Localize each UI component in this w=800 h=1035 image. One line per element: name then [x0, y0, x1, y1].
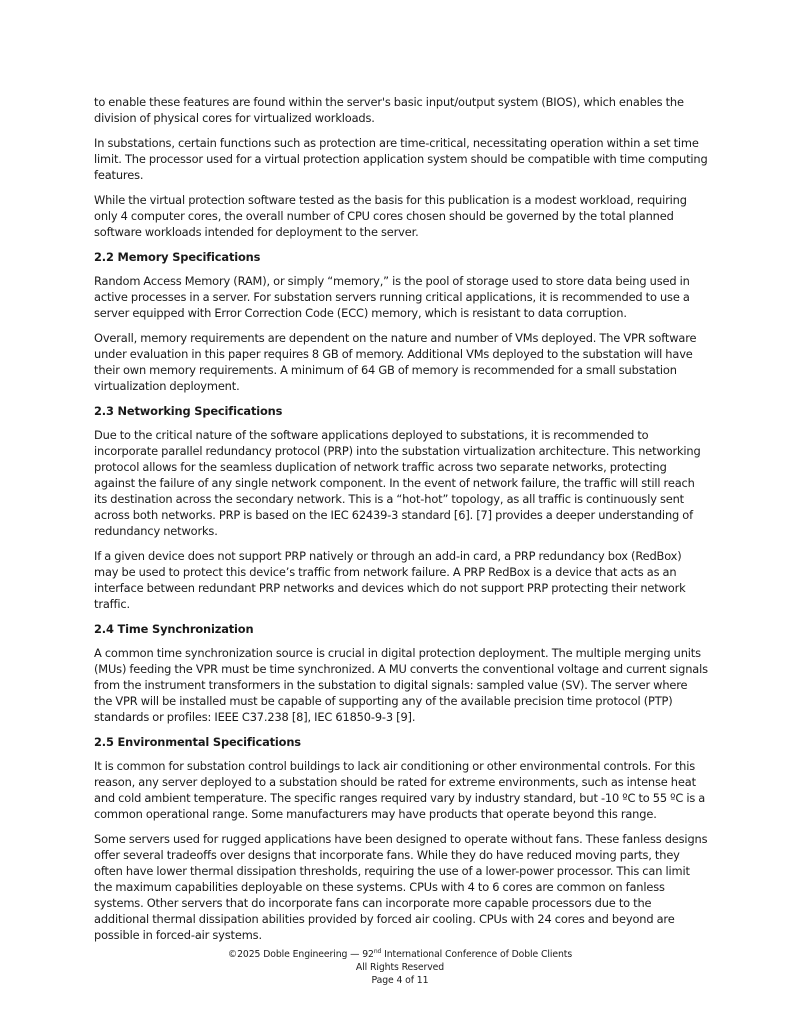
document-body — [94, 94, 708, 952]
memory-paragraph-1: Random Access Memory (RAM), or simply “memory,” is the pool of storage used to store data being used in active processes in a server. For substation servers running critical applications, it is recommended to use a server equipped with Error Correction Code (ECC) memory, which is resistant to data corruption. — [94, 274, 690, 320]
environmental-paragraph-2: Some servers used for rugged applications have been designed to operate without fans. These fanless designs offer several tradeoffs over designs that incorporate fans. While they do have reduced moving parts, they often have lower thermal dissipation thresholds, requiring the use of a lower-power processor. This can limit the maximum capabilities deployable on these systems. CPUs with 4 to 6 cores are common on fanless systems. Other servers that do incorporate fans can incorporate more capable processors due to the additional thermal dissipation abilities provided by forced air cooling. CPUs with 24 cores and beyond are possible in forced-air systems. — [94, 832, 708, 942]
networking-paragraph-1: Due to the critical nature of the software applications deployed to substations, it is recommended to incorporate parallel redundancy protocol (PRP) into the substation virtualization architecture. This networking protocol allows for the seamless duplication of network traffic across two separate networks, protecting against the failure of any single network component. In the event of network failure, the traffic will still reach its destination across the secondary network. This is a “hot-hot” topology, as all traffic is continuously sent across both networks. PRP is based on the IEC 62439-3 standard [6]. [7] provides a deeper understanding of redundancy networks. — [94, 428, 701, 538]
page-footer — [0, 948, 800, 987]
footer-page-number: Page 4 of 11 — [371, 975, 429, 986]
environmental-paragraph-1: It is common for substation control buildings to lack air conditioning or other environmental controls. For this reason, any server deployed to a substation should be rated for extreme environments, such as intense heat and cold ambient temperature. The specific ranges required vary by industry standard, but -10 ºC to 55 ºC is a common operational range. Some manufacturers may have products that operate beyond this range. — [94, 759, 706, 821]
footer-copyright — [0, 948, 800, 961]
section-heading-networking: 2.3 Networking Specifications — [94, 404, 283, 418]
footer-copyright-suffix: International Conference of Doble Clients — [381, 949, 573, 960]
footer-rights: All Rights Reserved — [355, 962, 445, 973]
networking-paragraph-2: If a given device does not support PRP natively or through an add-in card, a PRP redundancy box (RedBox) may be used to protect this device’s traffic from network failure. A PRP RedBox is a device that acts as an interface between redundant PRP networks and devices which do not support PRP protecting their network traffic. — [94, 549, 686, 611]
intro-paragraph-2: In substations, certain functions such as protection are time-critical, necessitating operation within a set time limit. The processor used for a virtual protection application system should be compatible with time computing features. — [94, 136, 708, 182]
memory-paragraph-2: Overall, memory requirements are dependent on the nature and number of VMs deployed. The VPR software under evaluation in this paper requires 8 GB of memory. Additional VMs deployed to the substation will have their own memory requirements. A minimum of 64 GB of memory is recommended for a small substation virtualization deployment. — [94, 331, 697, 393]
footer-copyright-prefix: ©2025 Doble Engineering — 92 — [227, 949, 374, 960]
time-sync-paragraph-1: A common time synchronization source is crucial in digital protection deployment. The multiple merging units (MUs) feeding the VPR must be time synchronized. A MU converts the conventional voltage and current signals from the instrument transformers in the substation to digital signals: sampled value (SV). The server where the VPR will be installed must be capable of supporting any of the available precision time protocol (PTP) standards or profiles: IEEE C37.238 [8], IEC 61850-9-3 [9]. — [94, 646, 708, 724]
section-heading-time-sync: 2.4 Time Synchronization — [94, 622, 254, 636]
intro-paragraph-1: to enable these features are found within the server's basic input/output system (BIOS), which enables the division of physical cores for virtualized workloads. — [94, 95, 684, 125]
section-heading-environmental: 2.5 Environmental Specifications — [94, 735, 301, 749]
footer-copyright-ordinal: nd — [373, 947, 382, 955]
intro-paragraph-3: While the virtual protection software tested as the basis for this publication is a modest workload, requiring only 4 computer cores, the overall number of CPU cores chosen should be governed by the total planned software workloads intended for deployment to the server. — [94, 193, 687, 239]
section-heading-memory: 2.2 Memory Specifications — [94, 250, 261, 264]
